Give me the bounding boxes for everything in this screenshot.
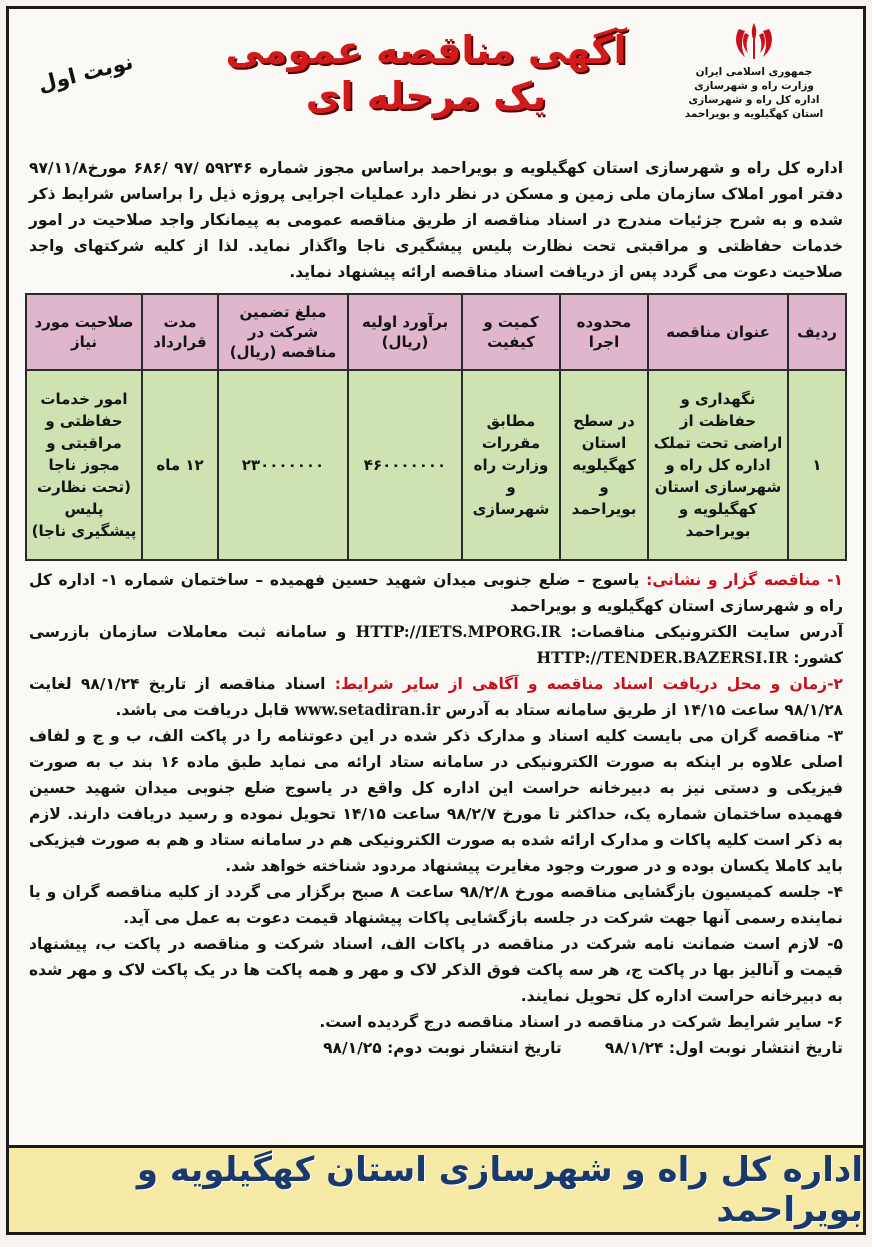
bazersi-link[interactable]: HTTP://TENDER.BAZERSI.IR <box>536 648 788 667</box>
emblem-line-4: استان کهگیلویه و بویراحمد <box>684 108 824 120</box>
setadiran-link[interactable]: www.setadiran.ir <box>294 700 441 719</box>
second-publication-date: ۹۸/۱/۲۵ <box>323 1039 382 1057</box>
header-quantity-quality: کمیت و کیفیت <box>462 294 560 370</box>
cell-initial-estimate: ۴۶۰۰۰۰۰۰۰ <box>348 370 462 560</box>
section-2 <box>29 671 843 723</box>
site-middle: و سامانه ثبت معاملات سازمان بازرسی کشور: <box>29 623 843 667</box>
emblem-line-3: اداره کل راه و شهرسازی <box>688 94 820 106</box>
section-2-label: ۲-زمان و محل دریافت اسناد مناقصه و آگاهی از سایر شرایط: <box>334 675 843 693</box>
publication-dates <box>29 1035 843 1061</box>
cell-quantity-quality: مطابق مقررات وزارت راه و شهرسازی <box>462 370 560 560</box>
section-3: ۳- مناقصه گران می بایست کلیه اسناد و مدارک ذکر شده در این دعوتنامه را در پاکت الف، ب و ج و لفاف اصلی علاوه بر اینکه به صورت الکترونیکی در سامانه ستاد ارائه می نماید طبق ماده ۱۶ بند ب به صورت فیزیکی و دستی نیز به دبیرخانه حراست این اداره کل واقع در یاسوج ضلع جنوبی میدان شهید حسین فهمیده ساختمان شماره یک، حداکثر تا مورخ ۹۸/۲/۷ ساعت ۱۴/۱۵ تحویل نموده و رسید دریافت دارند. لازم به ذکر است کلیه پاکات و مدارک ارائه شده به صورت الکترونیکی هم در سامانه ستاد و هم به صورت فیزیکی باید کاملا یکسان بوده و در صورت وجود مغایرت پیشنهاد مردود شناخته خواهد شد. <box>29 727 843 875</box>
section-1-websites <box>29 619 843 671</box>
section-5: ۵- لازم است ضمانت نامه شرکت در مناقصه در پاکات الف، اسناد شرکت و مناقصه در پاکت ب، پیشنهاد قیمت و آنالیز بها در پاکت ج، هر سه پاکت فوق الذکر لاک و مهر و همه پاکت ها در یک پاکت لاک و مهر شده به دبیرخانه حراست اداره کل تحویل نمایند. <box>29 935 843 1005</box>
section-2-text-a: اسناد مناقصه از تاریخ ۹۸/۱/۲۴ لغایت ۹۸/۱/۲۸ ساعت ۱۴/۱۵ از طریق سامانه ستاد به آدرس <box>29 675 843 719</box>
cell-row-number: ۱ <box>788 370 846 560</box>
emblem-line-1: جمهوری اسلامی ایران <box>695 66 813 78</box>
cell-execution-area: در سطح استان کهگیلویه و بویراحمد <box>560 370 648 560</box>
section-1-label: ۱- مناقصه گزار و نشانی: <box>646 571 844 589</box>
cell-guarantee-amount: ۲۳۰۰۰۰۰۰۰ <box>218 370 348 560</box>
notice-title-block <box>209 27 643 119</box>
cell-tender-title: نگهداری و حفاظت از اراضی تحت تملک اداره کل راه و شهرسازی استان کهگیلویه و بویراحمد <box>648 370 788 560</box>
site-prefix: آدرس سایت الکترونیکی مناقصات: <box>561 623 844 641</box>
header-contract-duration: مدت قرارداد <box>142 294 218 370</box>
iran-emblem-icon <box>731 19 777 65</box>
header-tender-title: عنوان مناقصه <box>648 294 788 370</box>
notice-body <box>9 567 863 1061</box>
emblem-line-2: وزارت راه و شهرسازی <box>694 80 814 92</box>
cell-contract-duration: ۱۲ ماه <box>142 370 218 560</box>
intro-paragraph: اداره کل راه و شهرسازی استان کهگیلویه و بویراحمد براساس مجوز شماره ۵۹۲۴۶ /۹۷ /۶۸۶ مورخ۹۷/۱۱/۸ دفتر امور املاک سازمان ملی زمین و مسکن در نظر دارد عملیات اجرایی پروژه ذیل را براساس شرایط ذکر شده و به شرح جزئیات مندرج در اسناد مناقصه از طریق مناقصه عمومی به پیمانکار واجد صلاحیت در امور خدمات حفاظتی و مراقبتی تحت نظارت پلیس پیشگیری ناجا واگذار نماید. لذا از کلیه شرکتهای واجد صلاحیت دعوت می گردد پس از دریافت اسناد مناقصه ارائه پیشنهاد نماید. <box>29 159 844 281</box>
header-required-qualification: صلاحیت مورد نیاز <box>26 294 142 370</box>
section-1-text: یاسوج – ضلع جنوبی میدان شهید حسین فهمیده – ساختمان شماره ۱- اداره کل راه و شهرسازی استان کهگیلویه و بویراحمد <box>29 571 843 615</box>
iets-link[interactable]: HTTP://IETS.MPORG.IR <box>355 622 562 641</box>
notice-subtitle: یک مرحله ای <box>305 74 547 118</box>
section-4: ۴- جلسه کمیسیون بازگشایی مناقصه مورخ ۹۸/۲/۸ ساعت ۸ صبح برگزار می گردد از کلیه مناقصه گران و یا نماینده رسمی آنها جهت شرکت در جلسه بازگشایی پاکات پیشنهاد قیمت دعوت به عمل می آید. <box>29 883 843 927</box>
header-guarantee-amount: مبلغ تضمین شرکت در مناقصه (ریال) <box>218 294 348 370</box>
footer-band <box>9 1145 863 1232</box>
section-6: ۶- سایر شرایط شرکت در مناقصه در اسناد مناقصه درج گردیده است. <box>319 1013 843 1031</box>
cell-required-qualification: امور خدمات حفاظتی و مراقبتی و مجوز ناجا (تحت نظارت پلیس پیشگیری ناجا) <box>26 370 142 560</box>
header-execution-area: محدوده اجرا <box>560 294 648 370</box>
table-row <box>26 370 846 560</box>
header-row-number: ردیف <box>788 294 846 370</box>
section-1 <box>29 567 843 619</box>
first-publication-date: ۹۸/۱/۲۴ <box>604 1039 664 1057</box>
table-header-row <box>26 294 846 370</box>
notice-title: آگهی مناقصه عمومی <box>225 28 627 72</box>
header-initial-estimate: برآورد اولیه (ریال) <box>348 294 462 370</box>
tender-notice <box>6 6 866 1235</box>
footer-organization: اداره کل راه و شهرسازی استان کهگیلویه و بویراحمد <box>136 1150 863 1230</box>
round-badge: نوبت اول <box>35 49 136 97</box>
notice-header <box>9 9 863 151</box>
ministry-emblem-block <box>659 19 849 121</box>
second-publication-label: تاریخ انتشار نوبت دوم: <box>381 1039 562 1057</box>
tender-table <box>25 293 847 561</box>
first-publication-label: تاریخ انتشار نوبت اول: <box>663 1039 843 1057</box>
section-2-text-b: قابل دریافت می باشد. <box>115 701 295 719</box>
